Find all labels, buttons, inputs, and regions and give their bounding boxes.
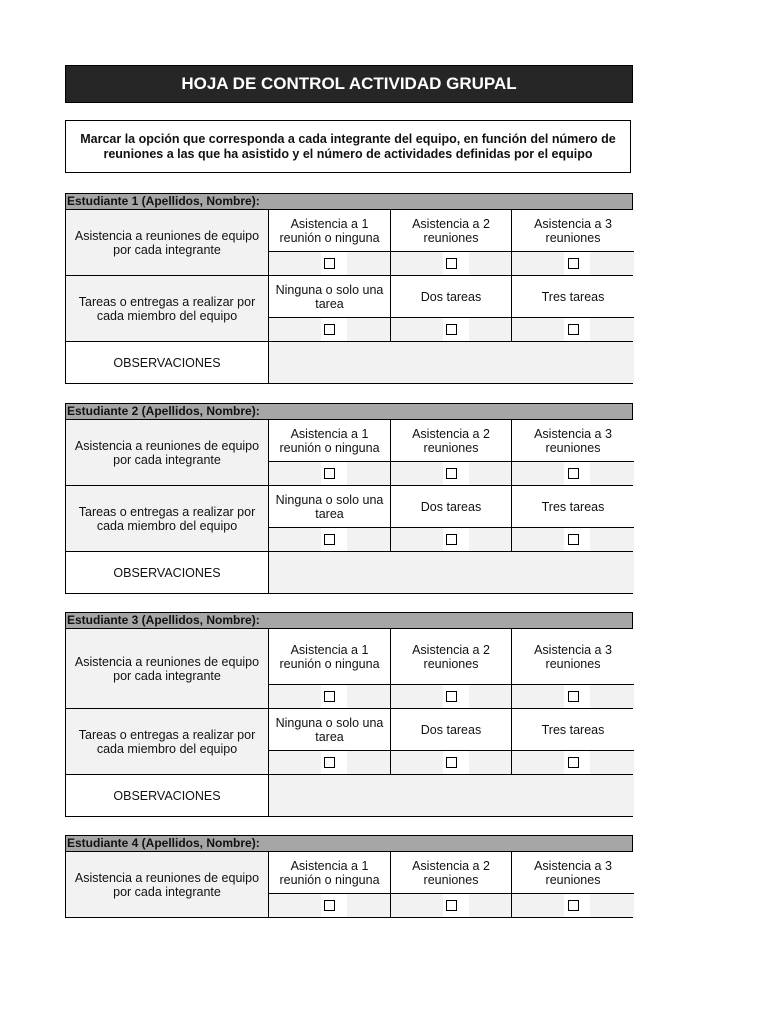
tasks-option-2: Dos tareas <box>391 709 512 751</box>
student-block-1 <box>65 193 633 384</box>
tasks-check-cell-2 <box>391 751 512 774</box>
attendance-checkbox-1[interactable] <box>324 258 335 269</box>
student-header[interactable]: Estudiante 3 (Apellidos, Nombre): <box>65 612 633 629</box>
tasks-checkbox-3[interactable] <box>568 324 579 335</box>
attendance-check-cell-3 <box>512 685 634 708</box>
attendance-check-cell-3 <box>512 894 634 917</box>
attendance-check-cell-3 <box>512 462 634 485</box>
tasks-check-cell-1 <box>269 528 391 551</box>
tasks-option-1: Ninguna o solo una tarea <box>269 486 391 528</box>
attendance-check-cell-1 <box>269 252 391 275</box>
student-header[interactable]: Estudiante 2 (Apellidos, Nombre): <box>65 403 633 420</box>
tasks-checkbox-1[interactable] <box>324 757 335 768</box>
attendance-row <box>65 629 633 709</box>
tasks-check-cell-3 <box>512 751 634 774</box>
attendance-check-cell-2 <box>391 252 512 275</box>
attendance-check-cell-1 <box>269 685 391 708</box>
attendance-checkbox-2[interactable] <box>446 691 457 702</box>
observations-label: OBSERVACIONES <box>66 552 269 593</box>
instructions-text: Marcar la opción que corresponda a cada integrante del equipo, en función del número de reuniones a las que ha asistido y el número de actividades definidas por el equipo <box>65 120 631 173</box>
tasks-checkbox-2[interactable] <box>446 757 457 768</box>
tasks-option-3: Tres tareas <box>512 276 634 318</box>
tasks-option-1: Ninguna o solo una tarea <box>269 709 391 751</box>
student-block-2 <box>65 403 633 594</box>
observations-field[interactable] <box>269 342 634 383</box>
attendance-checkbox-2[interactable] <box>446 258 457 269</box>
tasks-row <box>65 276 633 342</box>
attendance-checkbox-2[interactable] <box>446 468 457 479</box>
attendance-label: Asistencia a reuniones de equipo por cada integrante <box>66 210 269 275</box>
observations-label: OBSERVACIONES <box>66 342 269 383</box>
tasks-check-cell-1 <box>269 751 391 774</box>
attendance-option-2: Asistencia a 2 reuniones <box>391 852 512 894</box>
attendance-checkbox-1[interactable] <box>324 900 335 911</box>
attendance-check-cell-1 <box>269 462 391 485</box>
attendance-checkbox-3[interactable] <box>568 258 579 269</box>
tasks-option-3: Tres tareas <box>512 486 634 528</box>
attendance-row <box>65 210 633 276</box>
tasks-label: Tareas o entregas a realizar por cada miembro del equipo <box>66 709 269 774</box>
tasks-row <box>65 709 633 775</box>
tasks-checkbox-1[interactable] <box>324 534 335 545</box>
attendance-row <box>65 420 633 486</box>
attendance-check-cell-3 <box>512 252 634 275</box>
attendance-option-3: Asistencia a 3 reuniones <box>512 210 634 252</box>
student-header[interactable]: Estudiante 1 (Apellidos, Nombre): <box>65 193 633 210</box>
attendance-option-2: Asistencia a 2 reuniones <box>391 629 512 685</box>
attendance-option-2: Asistencia a 2 reuniones <box>391 210 512 252</box>
tasks-check-cell-2 <box>391 528 512 551</box>
tasks-check-cell-3 <box>512 528 634 551</box>
tasks-option-3: Tres tareas <box>512 709 634 751</box>
attendance-checkbox-2[interactable] <box>446 900 457 911</box>
attendance-checkbox-3[interactable] <box>568 691 579 702</box>
observations-field[interactable] <box>269 552 634 593</box>
attendance-row <box>65 852 633 918</box>
tasks-label: Tareas o entregas a realizar por cada miembro del equipo <box>66 276 269 341</box>
tasks-check-cell-2 <box>391 318 512 341</box>
attendance-check-cell-2 <box>391 462 512 485</box>
tasks-row <box>65 486 633 552</box>
tasks-check-cell-3 <box>512 318 634 341</box>
tasks-label: Tareas o entregas a realizar por cada miembro del equipo <box>66 486 269 551</box>
page-title: HOJA DE CONTROL ACTIVIDAD GRUPAL <box>65 65 633 103</box>
attendance-checkbox-1[interactable] <box>324 691 335 702</box>
tasks-option-2: Dos tareas <box>391 486 512 528</box>
student-block-3 <box>65 612 633 817</box>
attendance-option-3: Asistencia a 3 reuniones <box>512 629 634 685</box>
observations-row <box>65 552 633 594</box>
attendance-option-1: Asistencia a 1 reunión o ninguna <box>269 852 391 894</box>
attendance-checkbox-3[interactable] <box>568 900 579 911</box>
attendance-check-cell-1 <box>269 894 391 917</box>
attendance-checkbox-3[interactable] <box>568 468 579 479</box>
attendance-checkbox-1[interactable] <box>324 468 335 479</box>
student-block-4 <box>65 835 633 918</box>
observations-field[interactable] <box>269 775 634 816</box>
attendance-option-2: Asistencia a 2 reuniones <box>391 420 512 462</box>
tasks-checkbox-3[interactable] <box>568 534 579 545</box>
attendance-check-cell-2 <box>391 894 512 917</box>
attendance-check-cell-2 <box>391 685 512 708</box>
attendance-option-3: Asistencia a 3 reuniones <box>512 420 634 462</box>
observations-row <box>65 342 633 384</box>
attendance-label: Asistencia a reuniones de equipo por cada integrante <box>66 420 269 485</box>
student-header[interactable]: Estudiante 4 (Apellidos, Nombre): <box>65 835 633 852</box>
attendance-option-1: Asistencia a 1 reunión o ninguna <box>269 629 391 685</box>
tasks-option-1: Ninguna o solo una tarea <box>269 276 391 318</box>
attendance-label: Asistencia a reuniones de equipo por cada integrante <box>66 629 269 708</box>
tasks-option-2: Dos tareas <box>391 276 512 318</box>
tasks-checkbox-1[interactable] <box>324 324 335 335</box>
observations-row <box>65 775 633 817</box>
attendance-option-3: Asistencia a 3 reuniones <box>512 852 634 894</box>
tasks-checkbox-2[interactable] <box>446 324 457 335</box>
attendance-label: Asistencia a reuniones de equipo por cada integrante <box>66 852 269 917</box>
attendance-option-1: Asistencia a 1 reunión o ninguna <box>269 420 391 462</box>
observations-label: OBSERVACIONES <box>66 775 269 816</box>
tasks-check-cell-1 <box>269 318 391 341</box>
tasks-checkbox-2[interactable] <box>446 534 457 545</box>
attendance-option-1: Asistencia a 1 reunión o ninguna <box>269 210 391 252</box>
tasks-checkbox-3[interactable] <box>568 757 579 768</box>
